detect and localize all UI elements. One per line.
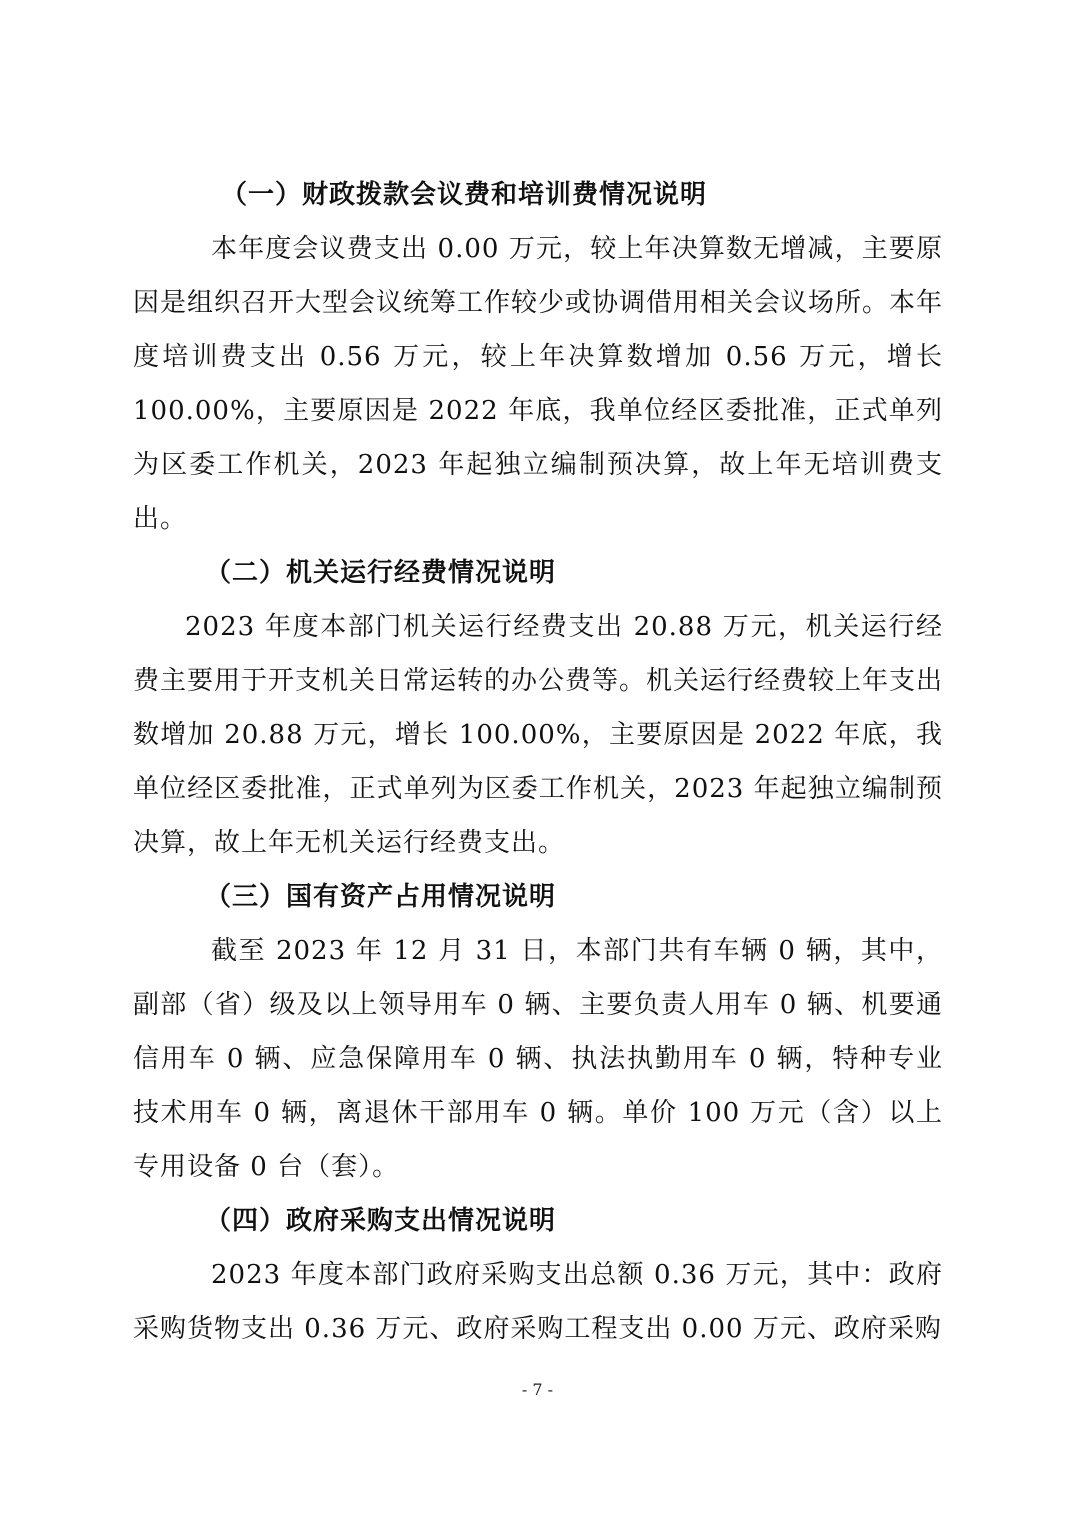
section-heading-1: （一）财政拨款会议费和培训费情况说明	[221, 180, 708, 210]
section-paragraph-1: 本年度会议费支出 0.00 万元，较上年决算数无增减，主要原因是组织召开大型会议统筹工作较少或协调借用相关会议场所。本年度培训费支出 0.56 万元，较上年决算数增加 0.56 万元，增长 100.00%，主要原因是 2022 年底，我单位经区委批准，正式单列为区委工作机关，2023 年起独立编制预决算，故上年无培训费支出。	[133, 234, 944, 534]
document-body	[133, 168, 943, 1356]
section-paragraph-4: 2023 年度本部门政府采购支出总额 0.36 万元，其中：政府采购货物支出 0.36 万元、政府采购工程支出 0.00 万元、政府采购	[133, 1260, 943, 1344]
section-paragraph-3: 截至 2023 年 12 月 31 日，本部门共有车辆 0 辆，其中，副部（省）级及以上领导用车 0 辆、主要负责人用车 0 辆、机要通信用车 0 辆、应急保障用车 0 辆、执法执勤用车 0 辆，特种专业技术用车 0 辆，离退休干部用车 0 辆。单价 100 万元（含）以上专用设备 0 台（套）。	[133, 936, 943, 1182]
page-number: - 7 -	[521, 1380, 554, 1399]
section-paragraph-2: 2023 年度本部门机关运行经费支出 20.88 万元，机关运行经费主要用于开支机关日常运转的办公费等。机关运行经费较上年支出数增加 20.88 万元，增长 100.00%，主要原因是 2022 年底，我单位经区委批准，正式单列为区委工作机关，2023 年起独立编制预决算，故上年无机关运行经费支出。	[133, 612, 944, 858]
section-heading-2: （二）机关运行经费情况说明	[205, 558, 557, 588]
section-heading-4: （四）政府采购支出情况说明	[205, 1206, 557, 1236]
section-heading-3: （三）国有资产占用情况说明	[205, 882, 557, 912]
